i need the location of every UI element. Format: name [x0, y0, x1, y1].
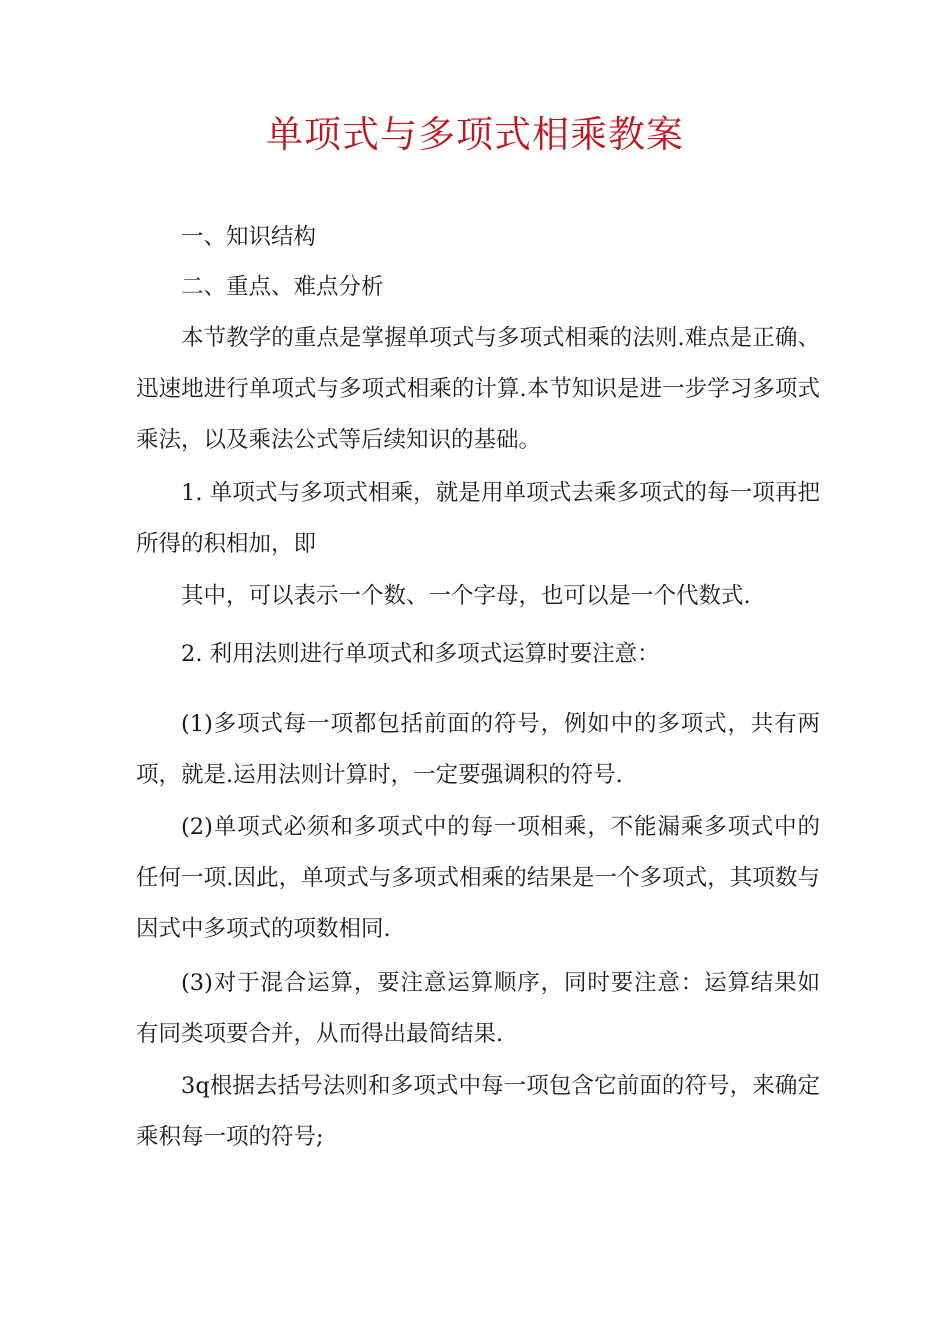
- paragraph-rule-2: 2. 利用法则进行单项式和多项式运算时要注意：: [181, 641, 660, 667]
- paragraph-rule-1: 1. 单项式与多项式相乘，就是用单项式去乘多项式的每一项再把所得的积相加，即: [136, 480, 820, 557]
- document-title: 单项式与多项式相乘教案: [266, 113, 684, 156]
- section-heading-key-points: 二、重点、难点分析: [181, 274, 384, 300]
- paragraph-rule-3: 3q根据去括号法则和多项式中每一项包含它前面的符号，来确定乘积每一项的符号;: [136, 1073, 820, 1150]
- paragraph-note-3: (3)对于混合运算，要注意运算顺序，同时要注意：运算结果如有同类项要合并，从而得出最简结果.: [136, 970, 820, 1047]
- paragraph-note-2: (2)单项式必须和多项式中的每一项相乘，不能漏乘多项式中的任何一项.因此，单项式与多项式相乘的结果是一个多项式，其项数与因式中多项式的项数相同.: [136, 814, 820, 942]
- paragraph-rule-1-note: 其中，可以表示一个数、一个字母，也可以是一个代数式.: [181, 583, 751, 609]
- section-heading-knowledge-structure: 一、知识结构: [181, 224, 317, 250]
- paragraph-note-1: (1)多项式每一项都包括前面的符号，例如中的多项式，共有两项，就是.运用法则计算时，一定要强调积的符号.: [136, 711, 820, 788]
- paragraph-key-points: 本节教学的重点是掌握单项式与多项式相乘的法则.难点是正确、迅速地进行单项式与多项式相乘的计算.本节知识是进一步学习多项式乘法，以及乘法公式等后续知识的基础。: [136, 325, 820, 453]
